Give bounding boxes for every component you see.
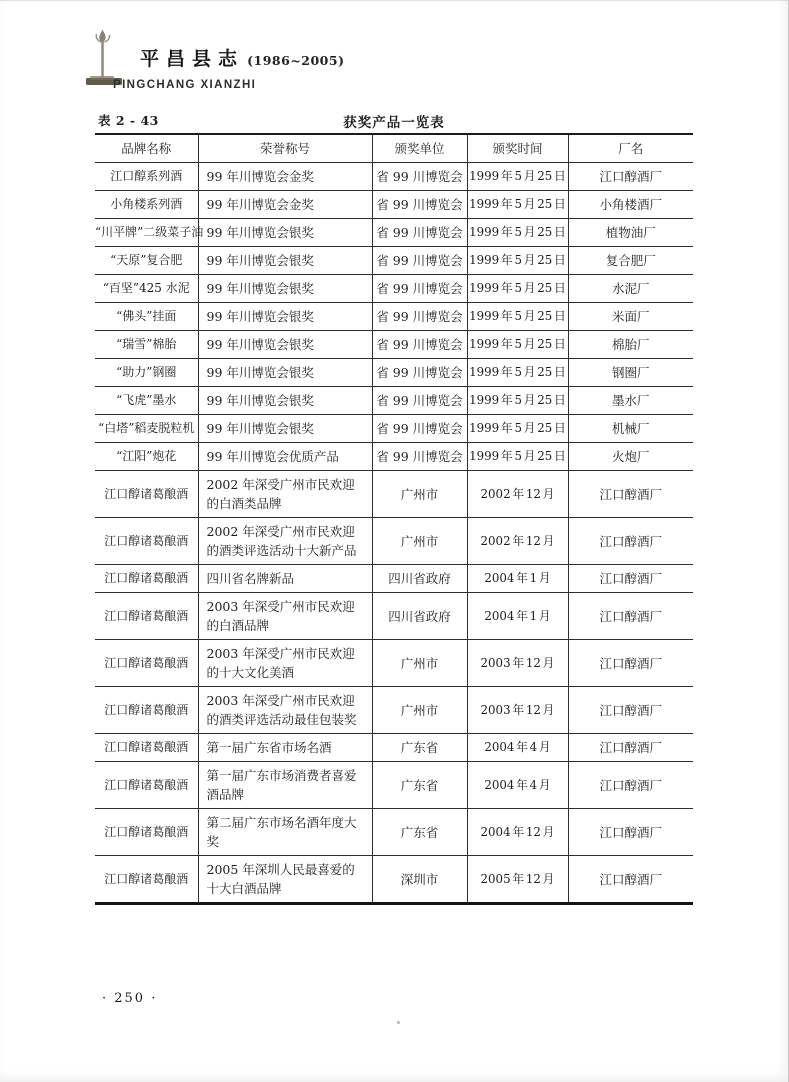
table-row (95, 387, 693, 415)
column-header: 品牌名称 (95, 134, 198, 163)
table-cell: “佛头”挂面 (95, 303, 198, 331)
table-cell: 江口醇诸葛酿酒 (95, 640, 198, 687)
table-row (95, 275, 693, 303)
table-cell: 江口醇酒厂 (568, 593, 693, 640)
table-cell: “白塔”稻麦脱粒机 (95, 415, 198, 443)
table-cell: 火炮厂 (568, 443, 693, 471)
book-romanized-title: PINGCHANG XIANZHI (113, 79, 257, 91)
table-row (95, 191, 693, 219)
table-row (95, 518, 693, 565)
table-row (95, 359, 693, 387)
table-cell: 江口醇酒厂 (568, 518, 693, 565)
table-cell: 江口醇酒厂 (568, 809, 693, 856)
table-cell: 99 年川博览会金奖 (198, 163, 372, 191)
table-row (95, 593, 693, 640)
book-title-line (140, 44, 345, 71)
table-cell: “飞虎”墨水 (95, 387, 198, 415)
table-cell: 1999 年 5 月 25 日 (467, 359, 568, 387)
table-cell: 深圳市 (372, 856, 467, 904)
table-cell: 99 年川博览会银奖 (198, 219, 372, 247)
table-cell: 江口醇酒厂 (568, 856, 693, 904)
table-cell: 2003 年深受广州市民欢迎的酒类评选活动最佳包装奖 (198, 687, 372, 734)
table-cell: 第一届广东市场消费者喜爱酒品牌 (198, 762, 372, 809)
table-cell: 省 99 川博览会 (372, 359, 467, 387)
table-cell: 省 99 川博览会 (372, 443, 467, 471)
table-cell: 省 99 川博览会 (372, 219, 467, 247)
column-header: 颁奖单位 (372, 134, 467, 163)
table-row (95, 247, 693, 275)
table-cell: 复合肥厂 (568, 247, 693, 275)
table-cell: 广州市 (372, 518, 467, 565)
table-cell: 99 年川博览会银奖 (198, 247, 372, 275)
table-cell: 江口醇酒厂 (568, 762, 693, 809)
table-cell: 99 年川博览会银奖 (198, 415, 372, 443)
table-cell: 1999 年 5 月 25 日 (467, 303, 568, 331)
book-years: (1986~2005) (247, 53, 345, 68)
table-cell: 江口醇诸葛酿酒 (95, 856, 198, 904)
table-cell: 99 年川博览会银奖 (198, 387, 372, 415)
awards-table (95, 133, 693, 905)
table-cell: 2004 年 12 月 (467, 809, 568, 856)
table-cell: 省 99 川博览会 (372, 191, 467, 219)
table-cell: 钢圈厂 (568, 359, 693, 387)
table-cell: 江口醇诸葛酿酒 (95, 518, 198, 565)
table-cell: 江口醇酒厂 (568, 163, 693, 191)
table-cell: 省 99 川博览会 (372, 163, 467, 191)
table-cell: 2005 年 12 月 (467, 856, 568, 904)
column-header: 颁奖时间 (467, 134, 568, 163)
table-cell: 四川省政府 (372, 593, 467, 640)
table-row (95, 762, 693, 809)
table-cell: 江口醇酒厂 (568, 565, 693, 593)
awards-table-wrapper (95, 133, 693, 905)
book-title: 平昌县志 (140, 48, 245, 70)
table-cell: 2004 年 4 月 (467, 734, 568, 762)
table-cell: 江口醇诸葛酿酒 (95, 471, 198, 518)
table-row (95, 471, 693, 518)
table-cell: 小角楼酒厂 (568, 191, 693, 219)
table-cell: 机械厂 (568, 415, 693, 443)
table-cell: 水泥厂 (568, 275, 693, 303)
table-cell: 2003 年 12 月 (467, 687, 568, 734)
table-cell: 江口醇诸葛酿酒 (95, 687, 198, 734)
table-row (95, 331, 693, 359)
table-cell: 省 99 川博览会 (372, 415, 467, 443)
table-cell: 1999 年 5 月 25 日 (467, 191, 568, 219)
table-cell: 2004 年 1 月 (467, 593, 568, 640)
table-cell: 江口醇诸葛酿酒 (95, 593, 198, 640)
table-cell: 1999 年 5 月 25 日 (467, 443, 568, 471)
table-cell: 2002 年深受广州市民欢迎的白酒类品牌 (198, 471, 372, 518)
table-cell: 1999 年 5 月 25 日 (467, 247, 568, 275)
table-cell: 广州市 (372, 640, 467, 687)
table-row (95, 303, 693, 331)
scan-speck (397, 1021, 400, 1024)
table-cell: “川平牌”二级菜子油 (95, 219, 198, 247)
table-cell: 省 99 川博览会 (372, 247, 467, 275)
table-cell: 省 99 川博览会 (372, 303, 467, 331)
table-cell: 植物油厂 (568, 219, 693, 247)
table-label: 表 2 - 43 (98, 113, 159, 128)
table-cell: 1999 年 5 月 25 日 (467, 415, 568, 443)
table-row (95, 219, 693, 247)
table-cell: 2005 年深圳人民最喜爱的十大白酒品牌 (198, 856, 372, 904)
table-cell: 江口醇诸葛酿酒 (95, 734, 198, 762)
table-cell: “助力”钢圈 (95, 359, 198, 387)
table-cell: 广东省 (372, 809, 467, 856)
table-cell: 2002 年 12 月 (467, 471, 568, 518)
table-cell: 99 年川博览会银奖 (198, 275, 372, 303)
table-cell: 江口醇酒厂 (568, 687, 693, 734)
table-header-row (95, 134, 693, 163)
table-cell: 江口醇系列酒 (95, 163, 198, 191)
table-cell: 四川省政府 (372, 565, 467, 593)
table-cell: 第一届广东省市场名酒 (198, 734, 372, 762)
table-cell: 江口醇酒厂 (568, 471, 693, 518)
table-cell: 广州市 (372, 687, 467, 734)
table-cell: “瑞雪”棉胎 (95, 331, 198, 359)
table-cell: “江阳”炮花 (95, 443, 198, 471)
table-cell: 江口醇诸葛酿酒 (95, 565, 198, 593)
table-row (95, 809, 693, 856)
table-caption (95, 111, 693, 133)
table-cell: 2004 年 1 月 (467, 565, 568, 593)
table-row (95, 856, 693, 904)
table-cell: 广东省 (372, 734, 467, 762)
table-cell: 棉胎厂 (568, 331, 693, 359)
column-header: 荣誉称号 (198, 134, 372, 163)
table-cell: 省 99 川博览会 (372, 387, 467, 415)
column-header: 厂名 (568, 134, 693, 163)
page-number: · 250 · (102, 991, 158, 1006)
table-cell: 米面厂 (568, 303, 693, 331)
table-cell: 江口醇酒厂 (568, 734, 693, 762)
table-row (95, 687, 693, 734)
table-cell: 小角楼系列酒 (95, 191, 198, 219)
table-body (95, 163, 693, 904)
table-cell: 1999 年 5 月 25 日 (467, 219, 568, 247)
table-cell: 江口醇诸葛酿酒 (95, 809, 198, 856)
table-cell: 广东省 (372, 762, 467, 809)
table-cell: 1999 年 5 月 25 日 (467, 275, 568, 303)
table-cell: 广州市 (372, 471, 467, 518)
table-cell: “百坚”425 水泥 (95, 275, 198, 303)
table-row (95, 565, 693, 593)
table-cell: 2004 年 4 月 (467, 762, 568, 809)
table-cell: 四川省名牌新品 (198, 565, 372, 593)
table-cell: 2003 年深受广州市民欢迎的十大文化美酒 (198, 640, 372, 687)
table-cell: 1999 年 5 月 25 日 (467, 387, 568, 415)
table-cell: 江口醇诸葛酿酒 (95, 762, 198, 809)
table-cell: 第二届广东市场名酒年度大奖 (198, 809, 372, 856)
table-row (95, 640, 693, 687)
table-title: 获奖产品一览表 (343, 115, 445, 131)
table-cell: 省 99 川博览会 (372, 331, 467, 359)
table-cell: “天原”复合肥 (95, 247, 198, 275)
table-cell: 99 年川博览会银奖 (198, 303, 372, 331)
table-cell: 2002 年 12 月 (467, 518, 568, 565)
table-row (95, 415, 693, 443)
table-row (95, 163, 693, 191)
table-cell: 99 年川博览会金奖 (198, 191, 372, 219)
table-cell: 1999 年 5 月 25 日 (467, 163, 568, 191)
table-cell: 墨水厂 (568, 387, 693, 415)
table-cell: 省 99 川博览会 (372, 275, 467, 303)
table-row (95, 443, 693, 471)
table-cell: 1999 年 5 月 25 日 (467, 331, 568, 359)
table-cell: 2003 年 12 月 (467, 640, 568, 687)
table-cell: 江口醇酒厂 (568, 640, 693, 687)
table-cell: 2003 年深受广州市民欢迎的白酒品牌 (198, 593, 372, 640)
table-row (95, 734, 693, 762)
table-cell: 99 年川博览会银奖 (198, 359, 372, 387)
table-cell: 2002 年深受广州市民欢迎的酒类评选活动十大新产品 (198, 518, 372, 565)
table-cell: 99 年川博览会优质产品 (198, 443, 372, 471)
table-cell: 99 年川博览会银奖 (198, 331, 372, 359)
